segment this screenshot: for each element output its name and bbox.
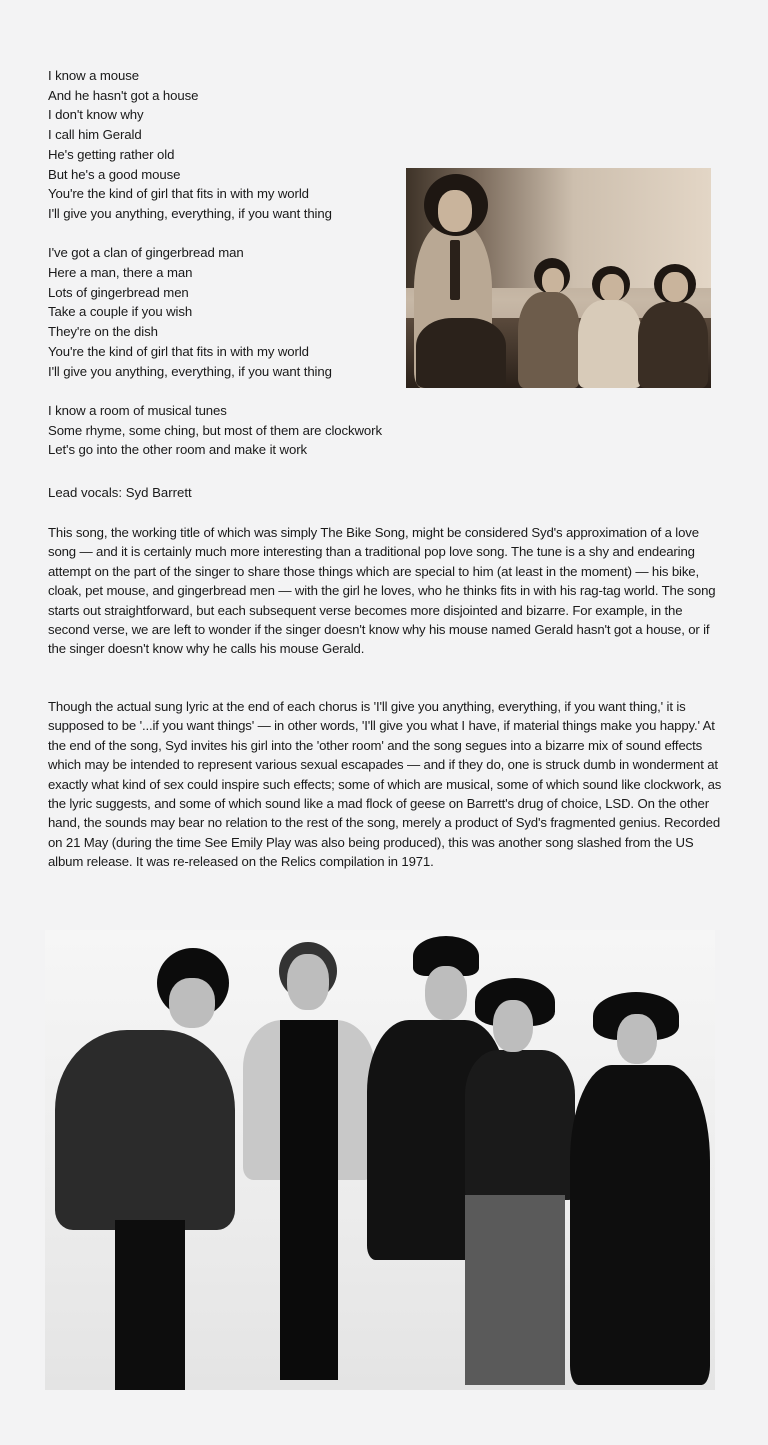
lyrics [48, 66, 468, 480]
commentary-paragraph-1: This song, the working title of which was simply The Bike Song, might be considered Syd's approximation of a love song — and it is certainly much more interesting than a traditional pop love song. The tune is a shy and endearing attempt on the part of the singer to share those things which are special to him (at least in the moment) — his bike, cloak, pet mouse, and gingerbread men — with the girl he loves, who he thinks fits in with his rag-tag world. The song starts out straightforward, but each subsequent verse becomes more disjointed and bizarre. For example, in the second verse, we are left to wonder if the singer doesn't know why his mouse named Gerald hasn't got a house, or if the singer doesn't know why he calls his mouse Gerald. [48, 525, 716, 657]
commentary-paragraph-2: Though the actual sung lyric at the end of each chorus is 'I'll give you anything, everything, if you want thing,' it is supposed to be '...if you want things' — in other words, 'I'll give you what I have, if material things make you happy.' At the end of the song, Syd invites his girl into the 'other room' and the song segues into a bizarre mix of sound effects which may be intended to represent various sexual escapades — and if they do, one is struck dumb in wonderment at exactly what kind of sex could inspire such effects; some of which are musical, some of which sound like clockwork, as the lyric suggests, and some of which sound like a mad flock of geese on Barrett's drug of choice, LSD. On the other hand, the sounds may bear no relation to the rest of the song, merely a product of Syd's fragmented genius. Recorded on 21 May (during the time See Emily Play was also being produced), this was another song slashed from the US album release. It was re-released on the Relics compilation in 1971. [48, 699, 722, 870]
lyric-line: He's getting rather old [48, 146, 175, 162]
lyric-line: Take a couple if you wish [48, 304, 193, 320]
figure-face [287, 954, 329, 1010]
lyric-line: But he's a good mouse [48, 166, 181, 182]
figure-torso [280, 1020, 338, 1380]
lead-vocals-credit: Lead vocals: Syd Barrett [48, 485, 192, 500]
lyric-line: I don't know why [48, 107, 144, 123]
lyric-line: I know a mouse [48, 68, 139, 83]
figure-legs [416, 318, 506, 388]
figure-face [493, 1000, 533, 1052]
lyric-line: And he hasn't got a house [48, 87, 199, 103]
lyric-line: They're on the dish [48, 324, 158, 340]
figure-face [600, 274, 624, 302]
lyric-line: I call him Gerald [48, 127, 142, 143]
figure-face [425, 966, 467, 1020]
lyric-line: Lots of gingerbread men [48, 284, 189, 300]
lyric-line: Let's go into the other room and make it work [48, 442, 307, 458]
figure-sweater [465, 1050, 575, 1200]
lyric-line: I know a room of musical tunes [48, 402, 227, 418]
lyric-line: You're the kind of girl that fits in with my world [48, 343, 309, 359]
band-photo-sepia [406, 168, 711, 388]
figure-fur-coat [55, 1030, 235, 1230]
figure-face [169, 978, 215, 1028]
lyrics-stanza-2 [48, 243, 468, 381]
figure-face [662, 272, 688, 302]
figure-face [438, 190, 472, 232]
lyric-line: I'll give you anything, everything, if you want thing [48, 205, 332, 221]
figure-tie [450, 240, 460, 300]
lyric-line: Some rhyme, some ching, but most of them are clockwork [48, 422, 382, 438]
lyrics-stanza-1 [48, 66, 468, 224]
figure-seated [578, 300, 642, 388]
lyric-line: I've got a clan of gingerbread man [48, 245, 244, 261]
figure-face [542, 268, 564, 294]
figure-seated [518, 292, 580, 388]
figure-face [617, 1014, 657, 1064]
figure-long-coat [570, 1065, 710, 1385]
figure-legs [115, 1220, 185, 1390]
lyric-line: I'll give you anything, everything, if you want thing [48, 363, 332, 379]
figure-jeans [465, 1195, 565, 1385]
lyric-line: You're the kind of girl that fits in with my world [48, 186, 309, 202]
band-photo-bw [45, 930, 715, 1390]
figure-seated [638, 302, 708, 388]
lyric-line: Here a man, there a man [48, 265, 193, 281]
lyrics-stanza-3 [48, 401, 468, 460]
